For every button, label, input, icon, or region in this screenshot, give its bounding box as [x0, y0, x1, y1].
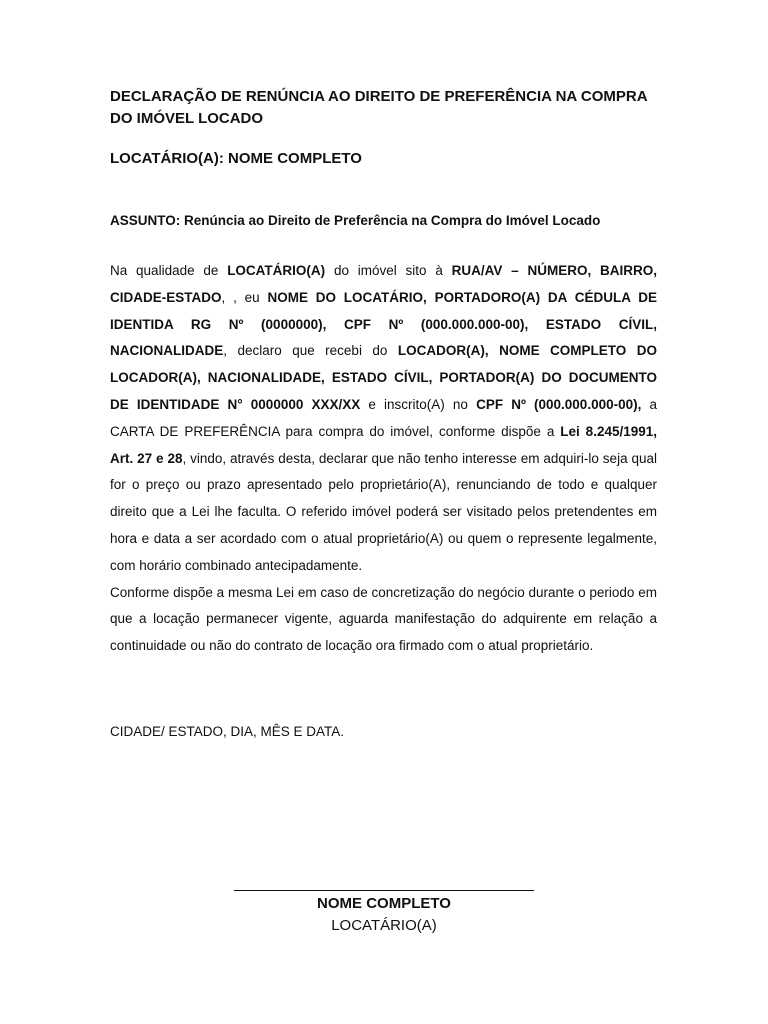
- subject-label: ASSUNTO:: [110, 213, 181, 228]
- signer-name: NOME COMPLETO: [317, 895, 451, 912]
- signer-role: LOCATÁRIO(A): [331, 917, 437, 934]
- paragraph-bold-run: CPF Nº (000.000.000-00),: [476, 396, 642, 412]
- paragraph-bold-run: Lei 8.245/1991, Art. 27 e 28: [110, 423, 657, 466]
- paragraph-bold-run: LOCADOR(A), NOME COMPLETO DO LOCADOR(A), NACIONALIDADE, ESTADO CÍVIL, PORTADOR(A) DO DOCUMENTO DE IDENTIDADE N° 0000000 XXX/XX: [110, 343, 658, 412]
- subject-line: [110, 211, 600, 231]
- paragraph-bold-run: LOCATÁRIO(A): [227, 263, 326, 278]
- document-title: DECLARAÇÃO DE RENÚNCIA AO DIREITO DE PREFERÊNCIA NA COMPRA DO IMÓVEL LOCADO: [110, 88, 647, 127]
- subject-text: Renúncia ao Direito de Preferência na Compra do Imóvel Locado: [184, 213, 601, 228]
- paragraph-secondary: Conforme dispõe a mesma Lei em caso de concretização do negócio durante o periodo em que a locação permanecer vigente, aguarda manifestação do adquirente em relação a continuidade ou não do contrato de locação ora firmado com o atual proprietário.: [110, 584, 657, 654]
- declaration-body: [110, 258, 657, 660]
- signature-line: [234, 870, 534, 891]
- paragraph-run: a CARTA DE PREFERÊNCIA para compra do imóvel, conforme dispõe a: [110, 396, 657, 439]
- paragraph-bold-run: RUA/AV – NÚMERO, BAIRRO, CIDADE-ESTADO: [110, 263, 657, 305]
- signature-block: [234, 870, 534, 937]
- place-and-date: CIDADE/ ESTADO, DIA, MÊS E DATA.: [110, 724, 345, 739]
- paragraph-run: do imóvel sito à: [325, 263, 452, 278]
- lessee-heading: LOCATÁRIO(A): NOME COMPLETO: [110, 150, 362, 167]
- paragraph-run: e inscrito(A) no: [360, 396, 477, 412]
- paragraph-main: [110, 258, 657, 580]
- paragraph-run: , vindo, através desta, declarar que não tenho interesse em adquiri-lo seja qual for o preço ou prazo apresentado pelo proprietário(A), renunciando de todo e qualquer direito que a Lei lhe faculta. O referido imóvel poderá ser visitado pelos pretendentes em hora e data a ser acordado com o atual proprietário(A) ou quem o represente legalmente, com horário combinado antecipadamente.: [110, 450, 657, 573]
- paragraph-run: , declaro que recebi do: [223, 343, 398, 359]
- paragraph-bold-run: NOME DO LOCATÁRIO, PORTADORO(A) DA CÉDULA DE IDENTIDA RG Nº (0000000), CPF Nº (000.000.000-00), ESTADO CÍVIL, NACIONALIDADE: [110, 289, 657, 359]
- paragraph-run: , , eu: [221, 289, 268, 305]
- paragraph-run: Na qualidade de: [110, 263, 228, 278]
